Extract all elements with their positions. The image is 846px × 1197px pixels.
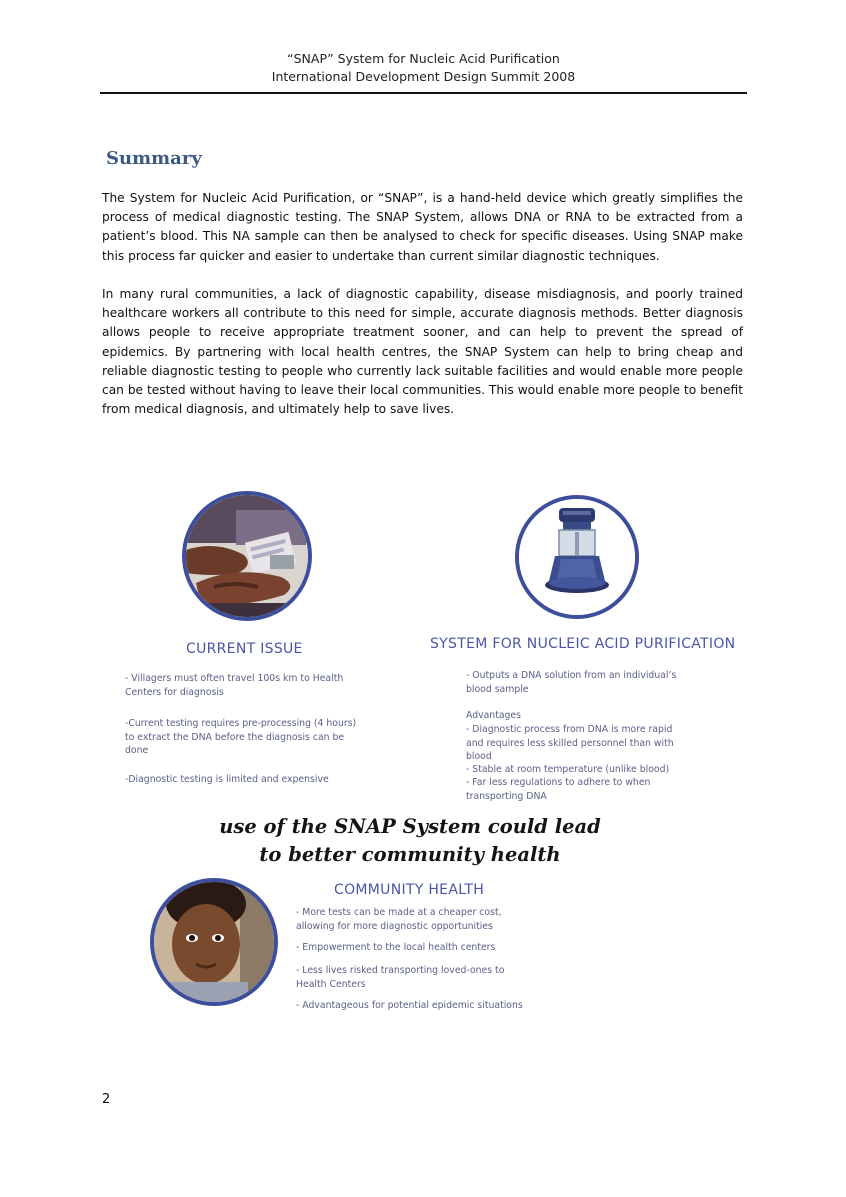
tagline-line-1: use of the SNAP System could lead [219,815,601,838]
advantages-label: Advantages [466,710,521,721]
section-title: Summary [106,148,202,169]
tagline-line-2: to better community health [259,843,561,866]
issue-bullet-3: -Diagnostic testing is limited and expensive [125,774,329,785]
summary-paragraph-2: In many rural communities, a lack of diagnostic capability, disease misdiagnosis, and poorly trained healthcare workers all contribute to this need for simple, accurate diagnosis methods. Better diagnosis allows people to receive appropriate treatment sooner, and can help to prevent the spread of epidemics. By partnering with local health centres, the SNAP System can help to bring cheap and reliable diagnostic testing to people who currently lack suitable facilities and would enable more people can be tested without having to leave their local communities. This would enable more people to benefit from medical diagnosis, and ultimately help to save lives. [102,287,743,417]
snap-output-bullet: - Outputs a DNA solution from an individual’s blood sample [466,670,677,695]
page-number: 2 [102,1092,111,1107]
header-title: “SNAP” System for Nucleic Acid Purification [287,51,560,66]
snap-device-illustration [519,499,635,615]
community-bullet-1: - More tests can be made at a cheaper cost, allowing for more diagnostic opportunities [296,907,502,932]
community-health-heading: COMMUNITY HEALTH [334,882,485,898]
community-child-photo [150,878,278,1006]
snap-system-heading: SYSTEM FOR NUCLEIC ACID PURIFICATION [430,636,736,652]
community-bullet-3: - Less lives risked transporting loved-ones to Health Centers [296,965,505,990]
running-header [100,50,747,86]
community-bullet-4: - Advantageous for potential epidemic situations [296,1000,523,1011]
header-subtitle: International Development Design Summit 2008 [271,69,576,84]
snap-device-photo [515,495,639,619]
header-rule [100,92,747,94]
current-issue-heading: CURRENT ISSUE [186,641,303,657]
child-portrait-illustration [154,882,274,1002]
advantage-bullet-2: - Stable at room temperature (unlike blood) [466,764,670,775]
community-bullet-2: - Empowerment to the local health centers [296,942,496,953]
poster-tagline [200,813,620,869]
current-issue-photo [182,491,312,621]
advantage-bullet-1: - Diagnostic process from DNA is more rapid and requires less skilled personnel than with blood [466,724,674,762]
snap-poster [100,480,747,1040]
hands-testing-illustration [186,495,308,617]
summary-paragraph-1: The System for Nucleic Acid Purification, or “SNAP”, is a hand-held device which greatly simplifies the process of medical diagnostic testing. The SNAP System, allows DNA or RNA to be extracted from a patient’s blood. This NA sample can then be analysed to check for specific diseases. Using SNAP make this process far quicker and easier to undertake than current similar diagnostic techniques. [102,191,743,263]
issue-bullet-1: - Villagers must often travel 100s km to Health Centers for diagnosis [125,673,344,698]
advantage-bullet-3: - Far less regulations to adhere to when transporting DNA [466,777,651,802]
issue-bullet-2: -Current testing requires pre-processing (4 hours) to extract the DNA before the diagnosis can be done [125,718,357,756]
